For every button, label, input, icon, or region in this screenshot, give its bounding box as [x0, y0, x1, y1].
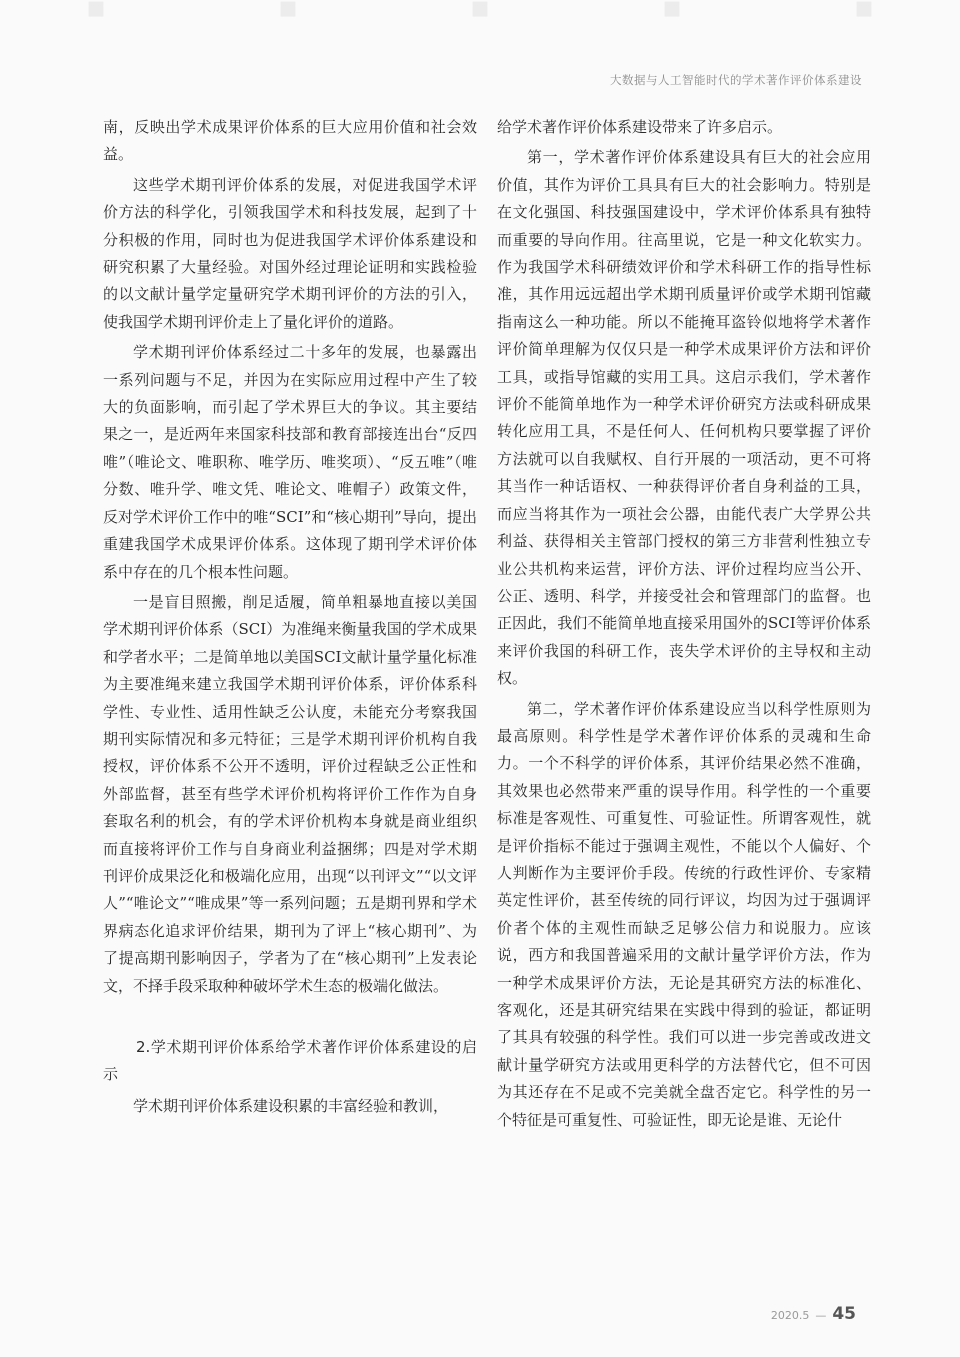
- paragraph: 学术期刊评价体系建设积累的丰富经验和教训，: [133, 1096, 449, 1115]
- page-number: 45: [832, 1304, 856, 1324]
- section-heading: 2.学术期刊评价体系给学术著作评价体系建设的启示: [103, 1038, 477, 1084]
- watermark-mark: ▪: [853, 0, 875, 25]
- paragraph: 第一，学术著作评价体系建设具有巨大的社会应用价值，其作为评价工具具有巨大的社会影响力。特别是在文化强国、科技强国建设中，学术评价体系具有独特而重要的导向作用。往高里说，它是一种文化软实力。作为我国学术科研绩效评价和学术科研工作的指导性标准，其作用远远超出学术期刊质量评价或学术期刊馆藏指南这么一种功能。所以不能掩耳盗铃似地将学术著作评价简单理解为仅仅只是一种学术成果评价方法和评价工具，或指导馆藏的实用工具。这启示我们，学术著作评价不能简单地作为一种学术评价研究方法或科研成果转化应用工具，不是任何人、任何机构只要掌握了评价方法就可以自我赋权、自行开展的一项活动，更不可将其当作一种话语权、一种获得评价者自身利益的工具，而应当将其作为一项社会公器，由能代表广大学界公共利益、获得相关主管部门授权的第三方非营利性独立专业公共机构来运营，评价方法、评价过程均应当公开、公正、透明、科学，并接受社会和管理部门的监督。也正因此，我们不能简单地直接采用国外的SCI等评价体系来评价我国的科研工作，丧失学术评价的主导权和主动权。: [497, 148, 871, 688]
- paragraph: 南，反映出学术成果评价体系的巨大应用价值和社会效益。: [103, 118, 477, 164]
- issue-label: 2020.5: [770, 1309, 810, 1322]
- watermark-strip: [0, 0, 960, 30]
- right-column: [497, 114, 871, 1137]
- paragraph: 学术期刊评价体系经过二十多年的发展，也暴露出一系列问题与不足，并因为在实际应用过程中产生了较大的负面影响，而引起了学术界巨大的争议。其主要结果之一，是近两年来国家科技部和教育部接连出台“反四唯”（唯论文、唯职称、唯学历、唯奖项）、“反五唯”（唯分数、唯升学、唯文凭、唯论文、唯帽子）政策文件，反对学术评价工作中的唯“SCI”和“核心期刊”导向，提出重建我国学术成果评价体系。这体现了期刊学术评价体系中存在的几个根本性问题。: [103, 343, 477, 581]
- footer-separator: —: [815, 1309, 827, 1322]
- watermark-mark: ▪: [469, 0, 491, 25]
- paragraph: 这些学术期刊评价体系的发展，对促进我国学术评价方法的科学化，引领我国学术和科技发展，起到了十分积极的作用，同时也为促进我国学术评价体系建设和研究积累了大量经验。对国外经过理论证明和实践检验的以文献计量学定量研究学术期刊评价的方法的引入，使我国学术期刊评价走上了量化评价的道路。: [103, 175, 477, 331]
- paragraph: 给学术著作评价体系建设带来了许多启示。: [497, 118, 783, 136]
- page-footer: [771, 1304, 856, 1324]
- paragraph: 一是盲目照搬，削足适履，简单粗暴地直接以美国学术期刊评价体系（SCI）为准绳来衡量我国的学术成果和学者水平；二是简单地以美国SCI文献计量学量化标准为主要准绳来建立我国学术期刊评价体系，评价体系科学性、专业性、适用性缺乏公认度，未能充分考察我国期刊实际情况和多元特征；三是学术期刊评价机构自我授权，评价体系不公开不透明，评价过程缺乏公正性和外部监督，甚至有些学术评价机构将评价工作作为自身套取名利的机会，有的学术评价机构本身就是商业组织而直接将评价工作与自身商业利益捆绑；四是对学术期刊评价成果泛化和极端化应用，出现“以刊评文”“以文评人”“唯论文”“唯成果”等一系列问题；五是期刊界和学术界病态化追求评价结果，期刊为了评上“核心期刊”、为了提高期刊影响因子，学者为了在“核心期刊”上发表论文，不择手段采取种种破坏学术生态的极端化做法。: [103, 592, 477, 995]
- watermark-mark: ▪: [277, 0, 299, 25]
- watermark-mark: ▪: [85, 0, 107, 25]
- running-header: 大数据与人工智能时代的学术著作评价体系建设: [610, 73, 862, 87]
- watermark-mark: ▪: [661, 0, 683, 25]
- left-column: [103, 114, 477, 1123]
- paragraph: 第二，学术著作评价体系建设应当以科学性原则为最高原则。科学性是学术著作评价体系的灵魂和生命力。一个不科学的评价体系，其评价结果必然不准确，其效果也必然带来严重的误导作用。科学性的一个重要标准是客观性、可重复性、可验证性。所谓客观性，就是评价指标不能过于强调主观性，不能以个人偏好、个人判断作为主要评价手段。传统的行政性评价、专家精英定性评价，甚至传统的同行评议，均因为过于强调评价者个体的主观性而缺乏足够公信力和说服力。应该说，西方和我国普遍采用的文献计量学评价方法，作为一种学术成果评价方法，无论是其研究方法的标准化、客观化，还是其研究结果在实践中得到的验证，都证明了其具有较强的科学性。我们可以进一步完善或改进文献计量学研究方法或用更科学的方法替代它，但不可因为其还存在不足或不完美就全盘否定它。科学性的另一个特征是可重复性、可验证性，即无论是谁、无论什: [497, 699, 871, 1129]
